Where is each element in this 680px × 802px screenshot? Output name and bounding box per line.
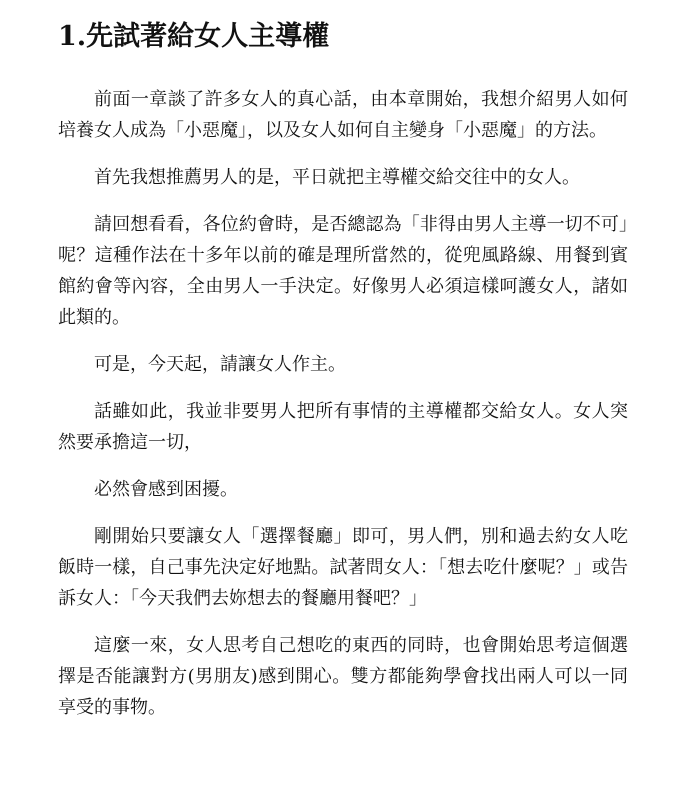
paragraph-7: 剛開始只要讓女人「選擇餐廳」即可，男人們，別和過去約女人吃飯時一樣，自己事先決定好地點。試著問女人：「想去吃什麼呢？」或告訴女人：「今天我們去妳想去的餐廳用餐吧？」 [58, 526, 628, 609]
chapter-title: 1.先試著給女人主導權 [58, 21, 330, 52]
paragraph-3: 請回想看看，各位約會時，是否總認為「非得由男人主導一切不可」呢？這種作法在十多年以前的確是理所當然的，從兜風路線、用餐到賓館約會等內容，全由男人一手決定。好像男人必須這樣呵護女人，諸如此類的。 [58, 214, 628, 328]
paragraph-8: 這麼一來，女人思考自己想吃的東西的同時，也會開始思考這個選擇是否能讓對方(男朋友)感到開心。雙方都能夠學會找出兩人可以一同享受的事物。 [58, 635, 628, 718]
paragraph-6: 必然會感到困擾。 [94, 479, 238, 500]
paragraph-2: 首先我想推薦男人的是，平日就把主導權交給交往中的女人。 [94, 167, 580, 188]
paragraph-1: 前面一章談了許多女人的真心話，由本章開始，我想介紹男人如何培養女人成為「小惡魔」，以及女人如何自主變身「小惡魔」的方法。 [58, 89, 628, 141]
paragraph-4: 可是，今天起，請讓女人作主。 [94, 354, 346, 375]
paragraph-5: 話雖如此，我並非要男人把所有事情的主導權都交給女人。女人突然要承擔這一切， [58, 401, 628, 453]
